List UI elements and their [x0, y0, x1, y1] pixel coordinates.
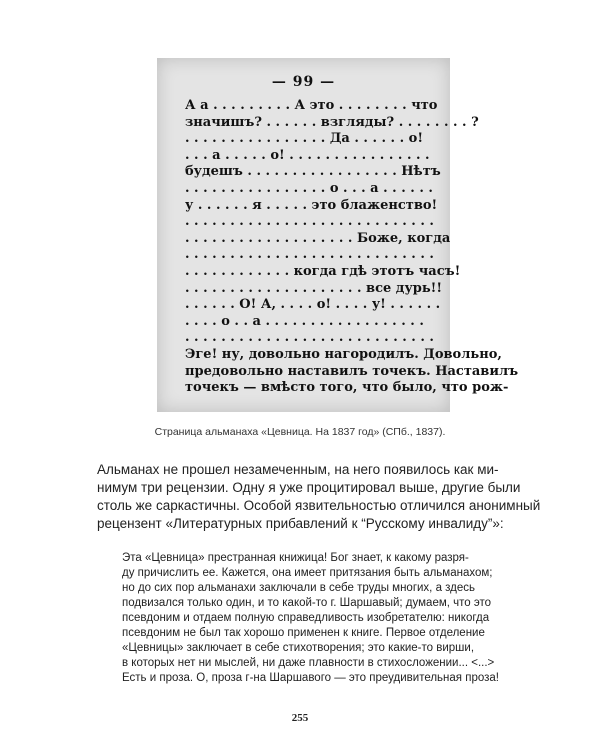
scan-line: Эге! ну, довольно нагородилъ. Довольно,: [185, 347, 502, 362]
scan-line: . . . . . . О! А, . . . . о! . . . . у! . . . . . .: [185, 297, 441, 313]
scan-line: . . . . . . . . . . . . . . . . Да . . . . . . о!: [185, 131, 424, 147]
scan-line: . . . . о . . а . . . . . . . . . . . . . . . . . .: [185, 313, 424, 329]
paragraph-line: рецензент «Литературных прибавлений к “Русскому инвалиду”»:: [97, 516, 504, 531]
quote-line: «Цевницы» заключает в себе стихотворения; это какие-то вирши,: [122, 642, 475, 654]
paragraph-line: столь же саркастичны. Особой язвительностью отличился анонимный: [97, 498, 541, 513]
scan-line: . . . . . . . . . . . . когда гдѣ этотъ часъ!: [185, 264, 461, 279]
body-paragraph: [97, 461, 541, 533]
quote-line: Есть и проза. О, проза г-на Шаршавого — это преудивительная проза!: [122, 672, 499, 684]
quote-line: псевдоним и отдаем полную справедливость изобретателю: никогда: [122, 612, 490, 624]
scan-line: будешъ . . . . . . . . . . . . . . . . . Нѣтъ: [185, 164, 441, 180]
scan-line: . . . . . . . . . . . . . . . . . . . Боже, когда: [185, 230, 451, 246]
scan-line: значишъ? . . . . . . взгляды? . . . . . . . . ?: [185, 114, 479, 130]
scan-line: . . . . . . . . . . . . . . . . . . . . . . . . . . . .: [185, 214, 434, 230]
paragraph-line: Альманах не прошел незамеченным, на него появилось как ми-: [97, 462, 499, 477]
scan-line: А а . . . . . . . . . А это . . . . . . . . что: [185, 98, 438, 113]
quote-line: но до сих пор альманахи заключали в себе труды многих, а здесь: [122, 582, 476, 594]
scan-line: . . . . . . . . . . . . . . . . . . . . . . . . . . . .: [185, 247, 434, 263]
scan-line: у . . . . . . я . . . . . это блаженство!: [185, 197, 438, 213]
block-quote: [122, 551, 507, 686]
quote-line: псевдоним не был так хорошо применен к книге. Первое отделение: [122, 627, 485, 639]
quote-line: ду причислить ее. Кажется, она имеет притязания быть альманахом;: [122, 567, 493, 579]
almanac-page-scan: [157, 58, 519, 412]
scan-line: . . . а . . . . . о! . . . . . . . . . . . . . . . .: [185, 147, 430, 163]
scan-line: . . . . . . . . . . . . . . . . . . . . все дурь!!: [185, 280, 443, 296]
page-number: 255: [291, 712, 309, 724]
scan-line: . . . . . . . . . . . . . . . . о . . . а . . . . . .: [185, 181, 433, 196]
scan-line: точекъ — вмѣсто того, что было, что рож-: [185, 380, 509, 396]
quote-line: в которых нет ни мыслей, ни даже плавности в стихосложении... <...>: [122, 657, 495, 669]
paragraph-line: нимум три рецензии. Одну я уже процитировал выше, другие были: [97, 480, 521, 495]
figure-caption: Страница альманаха «Цевница. На 1837 год» (СПб., 1837).: [154, 426, 446, 438]
quote-line: Эта «Цевница» престранная книжица! Бог знает, к какому разря-: [122, 552, 469, 564]
quote-line: подвизался только один, и то какой-то г. Шаршавый; думаем, что это: [122, 597, 491, 609]
scan-line: предовольно наставилъ точекъ. Наставилъ: [185, 363, 519, 379]
scan-line: . . . . . . . . . . . . . . . . . . . . . . . . . . . .: [185, 330, 434, 346]
scan-page-number: — 99 —: [271, 74, 336, 90]
